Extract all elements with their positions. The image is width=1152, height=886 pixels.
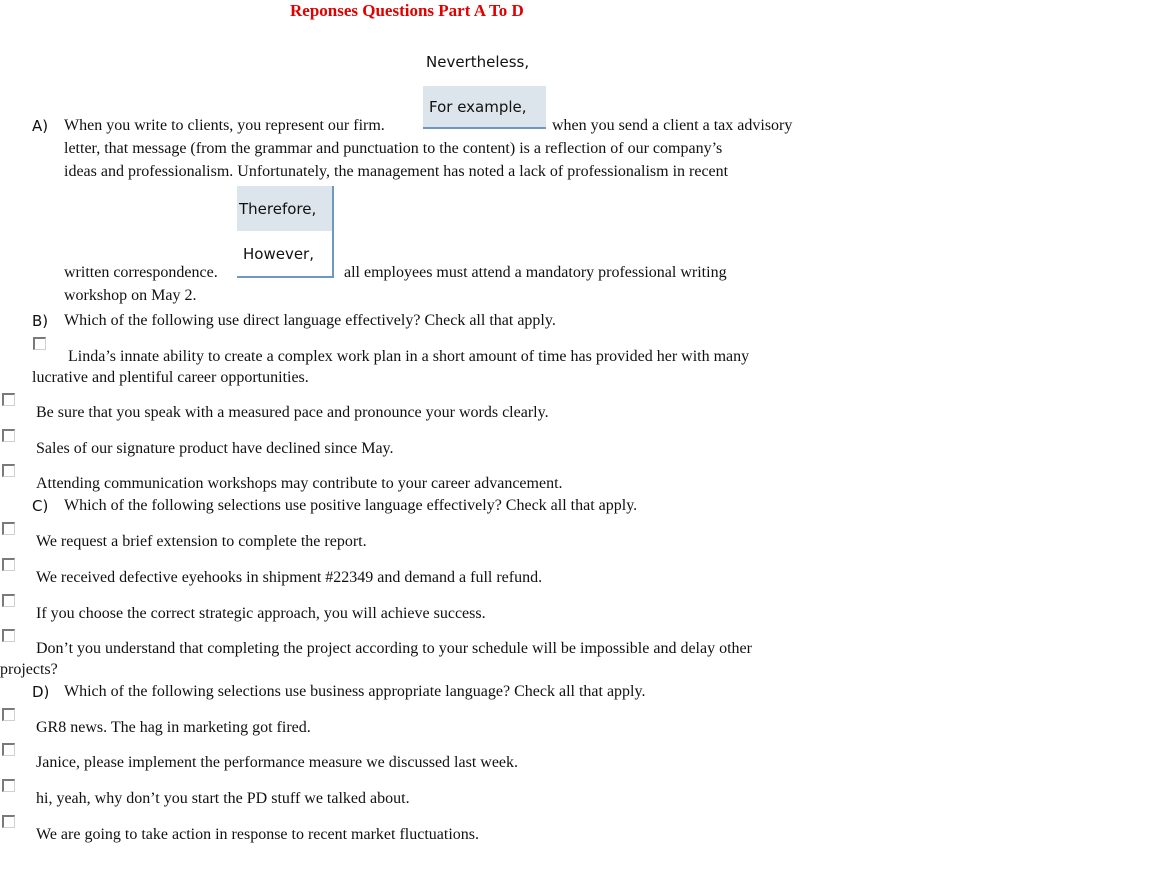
part-c-checkbox-4[interactable] (2, 629, 15, 642)
part-c-question: Which of the following selections use positive language effectively? Check all that apply. (64, 497, 638, 514)
part-d-label: D) (32, 683, 50, 701)
part-b-option-3: Sales of our signature product have declined since May. (36, 440, 394, 457)
part-a-line4-post: all employees must attend a mandatory professional writing (344, 264, 727, 281)
part-b-option-4: Attending communication workshops may contribute to your career advancement. (36, 475, 563, 492)
part-b-option-2: Be sure that you speak with a measured pace and pronounce your words clearly. (36, 404, 549, 421)
part-a-line1-post: when you send a client a tax advisory (552, 117, 793, 134)
option-however-label: However, (243, 244, 314, 263)
part-d-option-3: hi, yeah, why don’t you start the PD stuff we talked about. (36, 790, 410, 807)
option-for-example-label: For example, (429, 97, 527, 116)
part-d-checkbox-2[interactable] (2, 743, 15, 756)
part-c-option-4-line2: projects? (0, 661, 58, 678)
part-c-option-3: If you choose the correct strategic approach, you will achieve success. (36, 605, 486, 622)
part-b-checkbox-3[interactable] (2, 429, 15, 442)
part-c-option-1: We request a brief extension to complete the report. (36, 533, 367, 550)
part-a-label: A) (32, 117, 49, 135)
part-c-checkbox-3[interactable] (2, 594, 15, 607)
part-d-option-1: GR8 news. The hag in marketing got fired. (36, 719, 311, 736)
part-d-question: Which of the following selections use business appropriate language? Check all that apply. (64, 683, 646, 700)
part-c-checkbox-2[interactable] (2, 558, 15, 571)
part-a-line5: workshop on May 2. (64, 287, 197, 304)
part-b-checkbox-1[interactable] (33, 337, 46, 350)
part-c-option-4-line1: Don’t you understand that completing the project according to your schedule will be impossible and delay other (36, 640, 752, 657)
option-however[interactable] (237, 231, 334, 278)
page-title: Reponses Questions Part A To D (290, 1, 524, 20)
option-therefore[interactable] (237, 186, 334, 231)
part-a-line2: letter, that message (from the grammar and punctuation to the content) is a reflection of our company’s (64, 140, 723, 157)
part-d-option-4: We are going to take action in response to recent market fluctuations. (36, 826, 479, 843)
part-a-line3: ideas and professionalism. Unfortunately, the management has noted a lack of professionalism in recent (64, 163, 729, 180)
part-d-option-2: Janice, please implement the performance measure we discussed last week. (36, 754, 519, 771)
part-c-option-2: We received defective eyehooks in shipment #22349 and demand a full refund. (36, 569, 543, 586)
part-d-checkbox-3[interactable] (2, 779, 15, 792)
part-a-line1-pre: When you write to clients, you represent our firm. (64, 117, 385, 134)
part-c-label: C) (32, 497, 49, 515)
part-b-option-1-line1: Linda’s innate ability to create a complex work plan in a short amount of time has provided her with many (68, 348, 750, 365)
part-b-checkbox-4[interactable] (2, 464, 15, 477)
option-for-example[interactable] (423, 86, 546, 129)
part-c-checkbox-1[interactable] (2, 522, 15, 535)
option-therefore-label: Therefore, (239, 199, 317, 218)
part-b-question: Which of the following use direct language effectively? Check all that apply. (64, 312, 556, 329)
part-b-label: B) (32, 312, 49, 330)
part-b-option-1-line2: lucrative and plentiful career opportunities. (32, 369, 309, 386)
option-nevertheless[interactable]: Nevertheless, (426, 53, 530, 71)
part-b-checkbox-2[interactable] (2, 393, 15, 406)
part-d-checkbox-1[interactable] (2, 708, 15, 721)
part-d-checkbox-4[interactable] (2, 815, 15, 828)
part-a-line4-pre: written correspondence. (64, 264, 218, 281)
